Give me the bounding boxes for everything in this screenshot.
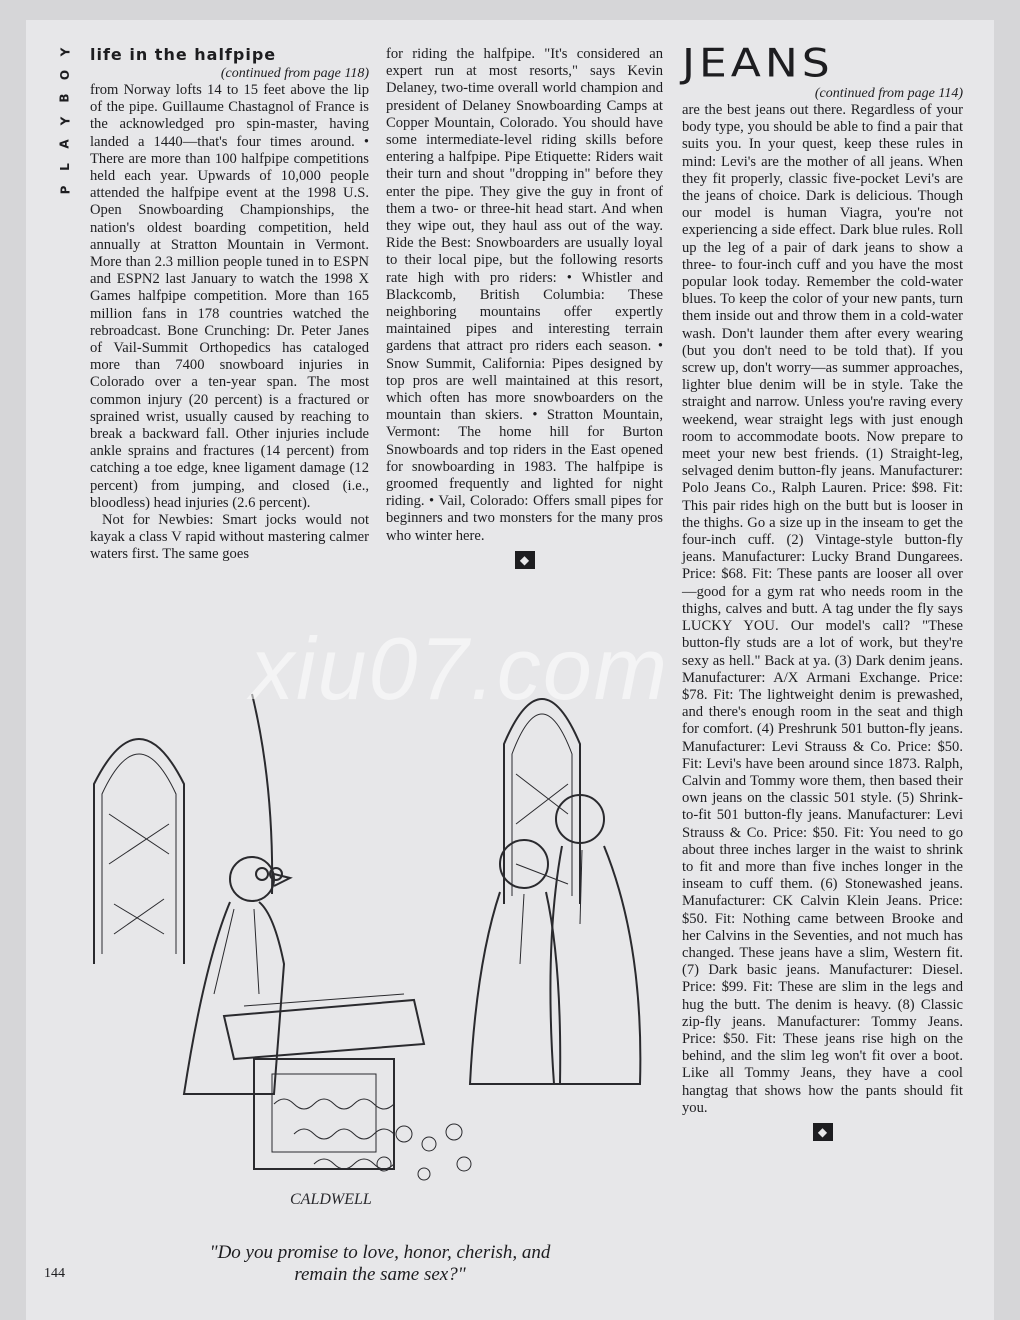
article-paragraph: for riding the halfpipe. "It's considered an expert run at most resorts," says Kevin Delaney, two-time overall world champion and president of Delaney Snowboarding Camps at Copper Mountain, Colorado. You should have some intermediate-level riding skills before entering a halfpipe. Pipe Etiquette: Riders wait their turn and shout "dropping in" before they enter the pipe. They give the guy in front of them a two- or three-hit head start. And when they wipe out, they haul ass out of the way. Ride the Best: Snowboarders are usually loyal to their local pipe, but the following resorts rate high with pro riders: • Whistler and Blackcomb, British Columbia: These neighboring mountains offer expertly maintained pipes and interesting terrain gardens that attract pro riders each season. • Snow Summit, California: Pipes designed by top pros are well maintained at this resort, which often has more snowboarders on the mountain than skiers. • Stratton Mountain, Vermont: The home hill for Burton Snowboards and top riders in the East opened for snowboarding in 1983. The halfpipe is groomed frequently and lighted for night riding. • Vail, Colorado: Offers small pipes for beginners and two monsters for the many pros who winter here. bbox=[386, 46, 663, 544]
rabbit-head-icon: ◆ bbox=[813, 1123, 833, 1141]
magazine-letter: P bbox=[57, 185, 72, 195]
groom-figure-left bbox=[470, 840, 560, 1084]
jeans-continued-note: (continued from page 114) bbox=[814, 86, 963, 101]
site-watermark: xiu07.com bbox=[250, 619, 670, 718]
article-paragraph: from Norway lofts 14 to 15 feet above the lip of the pipe. Guillaume Chastagnol of France is the acknowledged pro spin-master, having landed a 1440—that's four times around. • There are more than 100 halfpipe competitions held each year. Upwards of 10,000 people attended the halfpipe event at the 1998 U.S. Open Snowboarding Championships, the nation's oldest boarding competition, held annually at Stratton Mountain in Vermont. More than 2.3 million people tuned in to ESPN and ESPN2 last January to watch the 1998 X Games halfpipe competition. More than 165 million fans in 178 countries watched the rebroadcast. Bone Crunching: Dr. Peter Janes of Vail-Summit Orthopedics has cataloged more than 7400 snowboard injuries in Colorado over a ten-year span. The most common injury (20 percent) is a fractured or sprained wrist, usually caused by reaching to break a backward fall. Other injuries include ankle sprains and fractures (14 percent) from catching a toe edge, knee ligament damage (12 percent) from jumping, and closed (i.e., bloodless) head injuries (2.6 percent). bbox=[90, 82, 369, 511]
halfpipe-title: life in the halfpipe bbox=[90, 45, 277, 64]
magazine-letter: L bbox=[58, 163, 72, 171]
stained-glass-window-left bbox=[94, 739, 184, 964]
lectern bbox=[224, 994, 424, 1169]
flower-arrangement bbox=[274, 1099, 471, 1180]
magazine-letter: Y bbox=[57, 116, 72, 126]
stained-glass-window-right bbox=[504, 699, 580, 904]
jeans-title: JEANS bbox=[682, 40, 834, 87]
jeans-column bbox=[682, 40, 963, 1141]
rabbit-head-icon: ◆ bbox=[515, 551, 535, 569]
groom-figure-right bbox=[550, 795, 640, 1084]
magazine-letter: Y bbox=[57, 47, 72, 57]
article-paragraph: are the best jeans out there. Regardless of your body type, you should be able to find a pair that suits you. In your quest, keep these rules in mind: Levi's are the mother of all jeans. When they fit properly, classic five-pocket Levi's are the jeans of choice. Dark is delicious. Though our model is human Viagra, you're not experiencing a side effect. Dark blue rules. Roll up the leg of a pair of dark jeans to show a three- to four-inch cuff and you have the most popular look today. Remember the cold-water blues. To keep the color of your new pants, turn them inside out and throw them in a cold-water wash. Don't launder them after every wearing (but you don't need to be told that). If you screw up, don't worry—as summer approaches, lighter blue denim will be in style. Take the straight and narrow. Unless you're raving every weekend, wear straight legs with just enough room to accommodate boots. Now prepare to meet your new best friends. (1) Straight-leg, selvaged denim button-fly jeans. Manufacturer: Polo Jeans Co., Ralph Lauren. Price: $98. Fit: This pair rides high on the butt but is looser in the thighs. Go a size up in the inseam to get the four-inch cuff. (2) Vintage-style button-fly jeans. Manufacturer: Lucky Brand Dungarees. Price: $68. Fit: These pants are looser all over—good for a gym rat who needs room in the thighs, calves and butt. A tag under the fly says LUCKY YOU. Our model's call? "These button-fly studs are a lot of work, but they're sexy as hell." Back at ya. (3) Dark denim jeans. Manufacturer: A/X Armani Exchange. Price: $78. Fit: The lightweight denim is prewashed, and there's enough room in the seat and thigh for comfort. (4) Preshrunk 501 button-fly jeans. Manufacturer: Levi Strauss & Co. Price: $50. Fit: Levi's have been around since 1873. Ralph, Calvin and Tommy wore them, then based their own jeans on the classic 501 style. (5) Shrink-to-fit 501 button-fly jeans. Manufacturer: Levi Strauss & Co. Price: $50. Fit: You need to go about three inches larger in the waist to shrink to fit and more than five inches longer in the inseam to cuff them. (6) Stonewashed jeans. Manufacturer: CK Calvin Klein Jeans. Price: $50. Fit: Nothing came between Brooke and her Calvins in the Seventies, and not much has changed. These jeans have a slim, Western fit. (7) Dark basic jeans. Manufacturer: Diesel. Price: $99. Fit: These are slim in the legs and hug the butt. The denim is heavy. (8) Classic zip-fly jeans. Manufacturer: Tommy Jeans. Price: $50. Fit: These jeans rise high on the behind, and the slim leg won't fit over a boot. Like all Tommy Jeans, they have a cool hangtag that shows how the pants should fit you. bbox=[682, 102, 963, 1116]
halfpipe-column-2 bbox=[386, 46, 663, 569]
wedding-cartoon-illustration bbox=[84, 664, 664, 1224]
cartoon-caption bbox=[150, 1242, 610, 1286]
cartoon-signature: CALDWELL bbox=[290, 1191, 372, 1208]
article-paragraph: Not for Newbies: Smart jocks would not kayak a class V rapid without mastering calmer waters first. The same goes bbox=[90, 512, 369, 563]
caption-line: remain the same sex?" bbox=[294, 1264, 466, 1285]
magazine-letter: O bbox=[57, 69, 72, 81]
page-number: 144 bbox=[44, 1266, 65, 1281]
halfpipe-column-1 bbox=[90, 44, 369, 564]
halfpipe-continued-note: (continued from page 118) bbox=[220, 66, 369, 81]
magazine-letter: A bbox=[57, 139, 72, 149]
magazine-name-vertical bbox=[54, 46, 76, 196]
magazine-letter: B bbox=[58, 93, 72, 103]
caption-line: "Do you promise to love, honor, cherish, and bbox=[209, 1242, 551, 1263]
